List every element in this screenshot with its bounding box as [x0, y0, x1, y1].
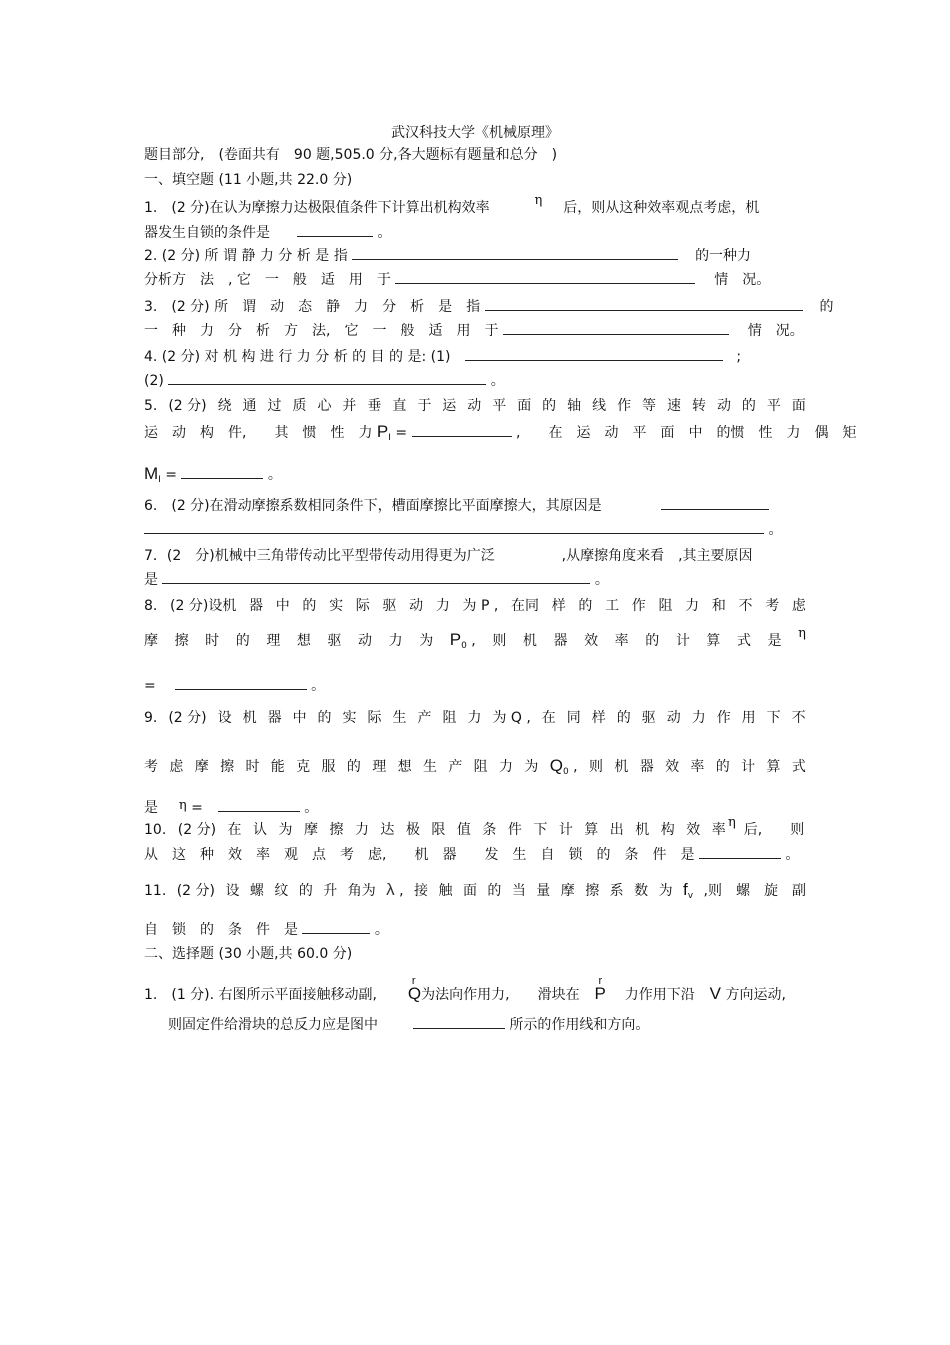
- text-fragment: 机: [242, 710, 257, 726]
- question-11: [144, 878, 806, 942]
- text-fragment: 实: [342, 710, 357, 726]
- text-fragment: (2 分): [168, 398, 207, 414]
- q9-line2: [144, 754, 806, 784]
- text-fragment: 极: [405, 822, 420, 838]
- text-fragment: 器: [249, 598, 264, 614]
- force-p-vector: r P: [594, 975, 606, 1003]
- text-fragment: 面: [791, 398, 806, 414]
- text-fragment: 为 P ,: [462, 598, 499, 614]
- text-fragment: 虑: [791, 598, 806, 614]
- text-fragment: 力: [499, 759, 514, 775]
- answer-blank[interactable]: [302, 919, 370, 934]
- q5-line3: $M_I$ = 。: [144, 464, 282, 485]
- text-fragment: 下: [533, 822, 548, 838]
- question-4: 4. (2 分) 对 机 构 进 行 力 分 析 的 目 的 是: (1) ; (2) 。: [144, 345, 806, 393]
- text-fragment: 质: [292, 398, 307, 414]
- q11-line1: 11. (2 分) 设 螺 纹 的 升 角为 λ , 接 触 面 的 当 量 摩 擦 系 数 为 $f_v$ ,则 螺 旋 副: [144, 880, 806, 901]
- text-fragment: 为: [278, 822, 293, 838]
- text-fragment: 生: [392, 710, 407, 726]
- text-fragment: 则: [492, 633, 507, 649]
- question-3: 3. (2 分) 所 谓 动 态 静 力 分 析 是 指 的 一 种 力 分 析 方 法, 它 一 般 适 用 于 情 况。: [144, 295, 806, 343]
- text-fragment: 驱: [382, 598, 397, 614]
- q8-line3: = 。: [144, 674, 806, 698]
- answer-blank[interactable]: [162, 569, 590, 584]
- answer-blank[interactable]: [181, 464, 263, 479]
- text-fragment: 率: [711, 822, 726, 838]
- text-fragment: 考: [144, 759, 158, 775]
- text-fragment: 产: [417, 710, 432, 726]
- text-fragment: 的: [302, 598, 317, 614]
- text-fragment: 不: [791, 710, 806, 726]
- text-fragment: 计: [675, 633, 690, 649]
- text-fragment: 阻: [473, 759, 488, 775]
- text-fragment: 效: [686, 822, 701, 838]
- text-fragment: 式: [736, 633, 751, 649]
- question-10: [144, 815, 806, 867]
- text-fragment: 值: [456, 822, 471, 838]
- text-fragment: 虑: [169, 759, 184, 775]
- text-fragment: 算: [584, 822, 599, 838]
- question-7: 7．(2 分)机械中三角带传动比平型带传动用得更为广泛 ,从摩擦角度来看 ,其主要原因 是 。: [144, 548, 753, 588]
- text-fragment: 转: [691, 398, 706, 414]
- text-fragment: 器: [639, 759, 654, 775]
- text-fragment: 作: [617, 398, 632, 414]
- text-fragment: 的: [645, 633, 660, 649]
- text-fragment: 力: [685, 598, 700, 614]
- text-fragment: 擦: [174, 633, 189, 649]
- answer-blank[interactable]: [297, 222, 373, 237]
- text-fragment: 作: [716, 710, 731, 726]
- text-fragment: 式: [791, 759, 806, 775]
- text-fragment: 算: [706, 633, 721, 649]
- text-fragment: 的: [715, 759, 730, 775]
- lambda-symbol: λ: [386, 880, 395, 899]
- text-fragment: 平: [492, 398, 507, 414]
- text-fragment: 动: [409, 598, 424, 614]
- s2q1-line1: 1. (1 分). 右图所示平面接触移动副, r Q为法向作用力, 滑块在 r P 力作用下沿 V 方向运动,: [144, 982, 806, 1007]
- text-fragment: 运: [442, 398, 457, 414]
- text-fragment: 等: [642, 398, 657, 414]
- text-fragment: 力: [691, 710, 706, 726]
- text-fragment: 的: [741, 398, 756, 414]
- answer-blank[interactable]: [699, 844, 781, 859]
- eta-symbol: η: [798, 626, 806, 641]
- text-fragment: 理: [266, 633, 281, 649]
- question-6: 6. (2 分)在滑动摩擦系数相同条件下，槽面摩擦比平面摩擦大，其原因是 。: [144, 494, 806, 542]
- text-fragment: 动: [467, 398, 482, 414]
- text-fragment: 算: [766, 759, 781, 775]
- text-fragment: 实: [329, 598, 344, 614]
- text-fragment: 在: [227, 822, 242, 838]
- text-fragment: 计: [558, 822, 573, 838]
- text-fragment: 工: [605, 598, 620, 614]
- text-fragment: 机: [522, 633, 537, 649]
- text-fragment: 际: [355, 598, 370, 614]
- question-8: [144, 594, 806, 698]
- text-fragment: 际: [367, 710, 382, 726]
- text-fragment: 不: [738, 598, 753, 614]
- text-fragment: (2 分)设机: [170, 598, 237, 614]
- text-fragment: 过: [267, 398, 282, 414]
- text-fragment: 效: [584, 633, 599, 649]
- answer-blank[interactable]: [465, 346, 723, 361]
- q9-line1: [144, 706, 806, 730]
- q10-line2: 从 这 种 效 率 观 点 考 虑, 机 器 发 生 自 锁 的 条 件 是 。: [144, 843, 806, 867]
- text-fragment: 设: [217, 710, 232, 726]
- eta-symbol: η: [728, 815, 736, 830]
- text-fragment: 出: [609, 822, 624, 838]
- question-9: [144, 706, 806, 821]
- text-fragment: 想: [397, 759, 412, 775]
- text-fragment: 8.: [144, 598, 158, 614]
- document-title: 武汉科技大学《机械原理》: [391, 125, 559, 141]
- text-fragment: (2 分): [177, 822, 217, 838]
- text-fragment: 器: [553, 633, 568, 649]
- text-fragment: 时: [205, 633, 220, 649]
- section-choice-heading: 二、选择题 (30 小题,共 60.0 分): [144, 946, 353, 962]
- text-fragment: 的: [346, 759, 361, 775]
- text-fragment: 动: [358, 633, 373, 649]
- text-fragment: 心: [317, 398, 332, 414]
- q8-line2: [144, 628, 806, 658]
- text-fragment: 阻: [442, 710, 457, 726]
- text-fragment: 驱: [327, 633, 342, 649]
- question-1: [144, 193, 806, 245]
- text-fragment: 垂: [367, 398, 382, 414]
- text-fragment: $Q_0$ ,: [549, 756, 578, 777]
- text-fragment: 力: [467, 710, 482, 726]
- text-fragment: 是: [767, 633, 782, 649]
- text-fragment: 面: [517, 398, 532, 414]
- text-fragment: 同: [566, 710, 581, 726]
- text-fragment: 能: [270, 759, 285, 775]
- q9-line3: 是 η = 。: [144, 798, 319, 816]
- text-fragment: 服: [321, 759, 336, 775]
- text-fragment: 9.: [144, 710, 158, 726]
- text-fragment: 产: [448, 759, 463, 775]
- text-fragment: 样: [591, 710, 606, 726]
- text-fragment: 生: [422, 759, 437, 775]
- text-fragment: 中: [275, 598, 290, 614]
- answer-blank[interactable]: [412, 422, 512, 437]
- answer-blank[interactable]: [352, 245, 678, 260]
- text-fragment: 的: [235, 633, 250, 649]
- text-fragment: 机: [614, 759, 629, 775]
- text-fragment: 力: [388, 633, 403, 649]
- text-fragment: 率: [690, 759, 705, 775]
- text-fragment: 计: [741, 759, 756, 775]
- force-q-vector: r Q: [407, 975, 422, 1003]
- answer-blank[interactable]: [144, 519, 764, 534]
- text-fragment: 作: [631, 598, 646, 614]
- section-fill-in-heading: 一、填空题 (11 小题,共 22.0 分): [144, 172, 353, 188]
- text-fragment: 理: [372, 759, 387, 775]
- question-5: [144, 394, 857, 492]
- text-fragment: 线: [592, 398, 607, 414]
- text-fragment: 擦: [220, 759, 235, 775]
- answer-blank[interactable]: [661, 495, 769, 510]
- text-fragment: 阻: [658, 598, 673, 614]
- text-fragment: 绕: [217, 398, 232, 414]
- answer-blank[interactable]: [175, 675, 307, 690]
- text-fragment: (2 分): [168, 710, 207, 726]
- text-fragment: 摩: [194, 759, 209, 775]
- q5-line2: 运 动 构 件, 其 惯 性 力 $P_I$ = , 在 运 动 平 面 中 的惯 性 力 偶 矩: [144, 422, 857, 443]
- text-fragment: 认: [253, 822, 267, 838]
- text-fragment: 力: [354, 822, 369, 838]
- text-fragment: 速: [667, 398, 682, 414]
- text-fragment: 为 Q ,: [492, 710, 531, 726]
- answer-blank[interactable]: [413, 1014, 505, 1029]
- eta-symbol: η: [178, 798, 187, 813]
- text-fragment: 达: [380, 822, 395, 838]
- answer-blank[interactable]: [168, 370, 486, 385]
- text-fragment: 10.: [144, 822, 167, 838]
- q1-line2: 器发生自锁的条件是 。: [144, 221, 806, 245]
- text-fragment: 机: [635, 822, 650, 838]
- text-fragment: 限: [431, 822, 446, 838]
- text-fragment: 于: [417, 398, 432, 414]
- text-fragment: 并: [342, 398, 357, 414]
- text-fragment: 率: [614, 633, 629, 649]
- text-fragment: 力: [435, 598, 450, 614]
- text-fragment: 通: [242, 398, 257, 414]
- text-fragment: 样: [551, 598, 566, 614]
- text-fragment: 构: [660, 822, 675, 838]
- text-fragment: 轴: [567, 398, 582, 414]
- text-fragment: 件: [507, 822, 522, 838]
- text-fragment: 擦: [329, 822, 344, 838]
- q1-line1: 1. (2 分)在认为摩擦力达极限值条件下计算出机构效率 η 后，则从这种效率观点考虑，机: [144, 193, 760, 216]
- text-fragment: 器: [267, 710, 282, 726]
- text-fragment: 直: [392, 398, 407, 414]
- q11-line2: 自 锁 的 条 件 是 。: [144, 918, 806, 942]
- text-fragment: 则: [588, 759, 603, 775]
- velocity-v-symbol: V: [709, 984, 721, 1003]
- text-fragment: 在: [541, 710, 556, 726]
- text-fragment: 条: [482, 822, 497, 838]
- choice-question-1: [144, 975, 806, 1037]
- text-fragment: 5.: [144, 398, 158, 414]
- q8-line1: [144, 594, 806, 618]
- text-fragment: $P_0$ ,: [449, 630, 476, 651]
- text-fragment: 用: [741, 710, 756, 726]
- s2q1-line2: 则固定件给滑块的总反力应是图中 所示的作用线和方向。: [144, 1013, 806, 1037]
- text-fragment: 的: [317, 710, 332, 726]
- text-fragment: 为: [419, 633, 434, 649]
- text-fragment: 动: [666, 710, 681, 726]
- q5-line1: [144, 394, 806, 418]
- text-fragment: 在同: [511, 598, 539, 614]
- text-fragment: 效: [665, 759, 680, 775]
- text-fragment: 为: [524, 759, 539, 775]
- answer-blank[interactable]: [485, 296, 803, 311]
- text-fragment: 驱: [641, 710, 656, 726]
- q10-line1: 10. (2 分) 在 认 为 摩 擦 力 达 极 限 值 条 件 下 计 算 出 机 构 效 率 η 后, 则: [144, 818, 806, 843]
- eta-symbol: η: [534, 193, 543, 208]
- text-fragment: 的: [578, 598, 593, 614]
- text-fragment: 和: [711, 598, 726, 614]
- text-fragment: 想: [296, 633, 311, 649]
- text-fragment: 的: [616, 710, 631, 726]
- intro-line: 题目部分, (卷面共有 90 题,505.0 分,各大题标有题量和总分 ): [144, 147, 558, 163]
- text-fragment: 平: [766, 398, 781, 414]
- question-2: 2. (2 分) 所 谓 静 力 分 析 是 指 的一种力 分析方 法 , 它 一 般 适 用 于 情 况。: [144, 244, 806, 292]
- text-fragment: 摩: [144, 633, 158, 649]
- text-fragment: 克: [296, 759, 311, 775]
- text-fragment: 下: [766, 710, 781, 726]
- text-fragment: 中: [292, 710, 307, 726]
- text-fragment: 的: [542, 398, 557, 414]
- text-fragment: 时: [245, 759, 260, 775]
- answer-blank[interactable]: [395, 269, 695, 284]
- text-fragment: 动: [716, 398, 731, 414]
- text-fragment: 摩: [303, 822, 318, 838]
- text-fragment: 考: [765, 598, 780, 614]
- answer-blank[interactable]: [503, 320, 729, 335]
- answer-blank[interactable]: [218, 797, 300, 812]
